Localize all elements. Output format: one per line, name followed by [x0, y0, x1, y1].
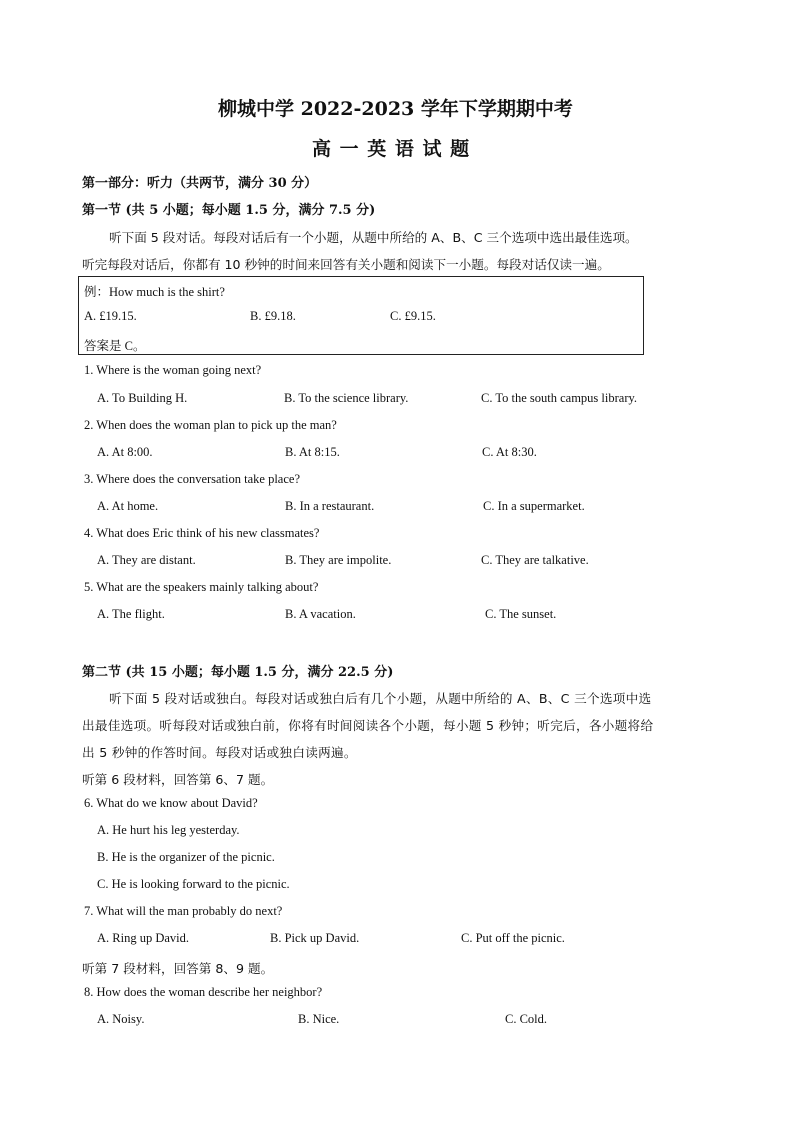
example-question: 例：How much is the shirt? — [84, 285, 225, 299]
question-8-option-c: C. Cold. — [505, 1012, 548, 1026]
example-option-b: B. £9.18. — [250, 309, 296, 323]
question-1-option-a: A. To Building H. — [97, 391, 188, 405]
example-option-c: C. £9.15. — [390, 309, 436, 323]
question-8-option-a: A. Noisy. — [97, 1012, 145, 1026]
question-6-option-a: A. He hurt his leg yesterday. — [97, 823, 240, 837]
material-7-instruction: 听第 7 段材料，回答第 8、9 题。 — [82, 961, 274, 976]
question-2-option-b: B. At 8:15. — [285, 445, 340, 459]
question-1-option-c: C. To the south campus library. — [481, 391, 638, 405]
question-2-option-a: A. At 8:00. — [97, 445, 153, 459]
question-3-option-a: A. At home. — [97, 499, 159, 513]
question-5-option-c: C. The sunset. — [485, 607, 557, 621]
question-4-option-c: C. They are talkative. — [481, 553, 589, 567]
question-4: 4. What does Eric think of his new classmates? — [84, 526, 320, 540]
question-2-option-c: C. At 8:30. — [482, 445, 537, 459]
question-8-option-b: B. Nice. — [298, 1012, 340, 1026]
section2-instruction-line3: 出 5 秒钟的作答时间。每段对话或独白读两遍。 — [82, 745, 357, 760]
question-6-option-b: B. He is the organizer of the picnic. — [97, 850, 275, 864]
question-3-option-c: C. In a supermarket. — [483, 499, 585, 513]
exam-subtitle: 高 一 英 语 试 题 — [312, 138, 471, 160]
section2-instruction-line1: 听下面 5 段对话或独白。每段对话或独白后有几个小题，从题中所给的 A、B、C 三个选项中选 — [109, 691, 652, 706]
question-3-option-b: B. In a restaurant. — [285, 499, 375, 513]
question-7: 7. What will the man probably do next? — [84, 904, 283, 918]
section1-heading: 第一节 (共 5 小题；每小题 1.5 分，满分 7.5 分) — [82, 203, 376, 218]
section2-instruction-line2: 出最佳选项。听每段对话或独白前，你将有时间阅读各个小题，每小题 5 秒钟；听完后，各小题将给 — [82, 718, 654, 733]
question-5-option-b: B. A vacation. — [285, 607, 356, 621]
question-1-option-b: B. To the science library. — [284, 391, 409, 405]
question-5-option-a: A. The flight. — [97, 607, 165, 621]
question-4-option-b: B. They are impolite. — [285, 553, 392, 567]
example-answer: 答案是 C。 — [84, 339, 146, 353]
part1-heading: 第一部分：听力（共两节，满分 30 分） — [82, 176, 318, 191]
exam-title: 柳城中学 2022-2023 学年下学期期中考 — [218, 98, 573, 120]
section2-heading: 第二节 (共 15 小题；每小题 1.5 分，满分 22.5 分) — [82, 665, 394, 680]
question-8: 8. How does the woman describe her neighbor? — [84, 985, 323, 999]
question-2: 2. When does the woman plan to pick up the man? — [84, 418, 337, 432]
question-3: 3. Where does the conversation take place? — [84, 472, 300, 486]
question-7-option-a: A. Ring up David. — [97, 931, 190, 945]
material-6-instruction: 听第 6 段材料，回答第 6、7 题。 — [82, 772, 274, 787]
section1-instruction-line2: 听完每段对话后，你都有 10 秒钟的时间来回答有关小题和阅读下一小题。每段对话仅读一遍。 — [82, 257, 610, 272]
question-7-option-c: C. Put off the picnic. — [461, 931, 565, 945]
question-4-option-a: A. They are distant. — [97, 553, 196, 567]
question-7-option-b: B. Pick up David. — [270, 931, 360, 945]
question-1: 1. Where is the woman going next? — [84, 363, 262, 377]
question-6-option-c: C. He is looking forward to the picnic. — [97, 877, 290, 891]
question-6: 6. What do we know about David? — [84, 796, 258, 810]
question-5: 5. What are the speakers mainly talking about? — [84, 580, 319, 594]
section1-instruction-line1: 听下面 5 段对话。每段对话后有一个小题，从题中所给的 A、B、C 三个选项中选出最佳选项。 — [109, 230, 638, 245]
example-option-a: A. £19.15. — [84, 309, 137, 323]
